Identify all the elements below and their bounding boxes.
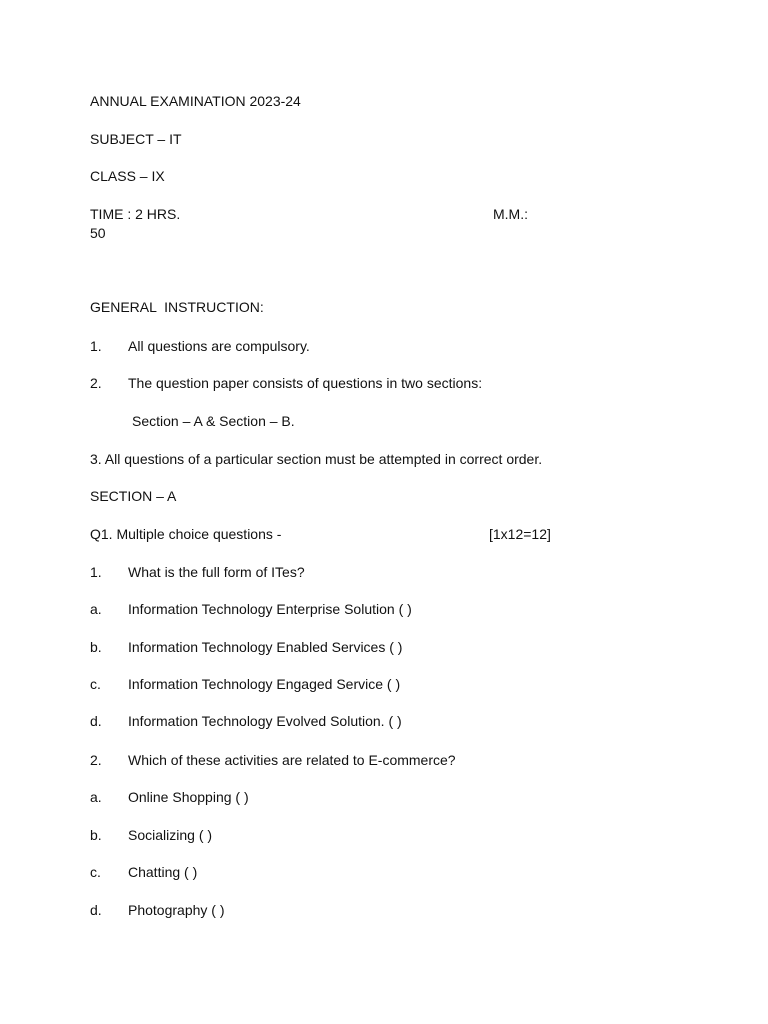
option-text: Photography ( ) bbox=[128, 902, 225, 918]
question-number: 1. bbox=[90, 564, 102, 580]
exam-title: ANNUAL EXAMINATION 2023-24 bbox=[90, 93, 301, 109]
max-marks-value: 50 bbox=[90, 225, 106, 241]
instruction-text: The question paper consists of questions in two sections: bbox=[128, 375, 483, 391]
time-line: TIME : 2 HRS. bbox=[90, 206, 181, 222]
option-letter: b. bbox=[90, 827, 102, 843]
option-letter: a. bbox=[90, 789, 102, 805]
option-text: Online Shopping ( ) bbox=[128, 789, 249, 805]
instruction-number: 2. bbox=[90, 375, 102, 391]
sections-line: Section – A & Section – B. bbox=[132, 413, 295, 429]
instruction-text: All questions are compulsory. bbox=[128, 338, 310, 354]
option-letter: b. bbox=[90, 639, 102, 655]
class-line: CLASS – IX bbox=[90, 168, 165, 184]
question-number: 2. bbox=[90, 752, 102, 768]
option-text: Socializing ( ) bbox=[128, 827, 213, 843]
question-text: What is the full form of ITes? bbox=[128, 564, 305, 580]
option-letter: c. bbox=[90, 864, 101, 880]
instruction-number: 1. bbox=[90, 338, 102, 354]
option-text: Information Technology Engaged Service ( ) bbox=[128, 676, 401, 692]
option-text: Information Technology Enabled Services ( ) bbox=[128, 639, 403, 655]
section-a-heading: SECTION – A bbox=[90, 488, 177, 504]
option-letter: d. bbox=[90, 713, 102, 729]
instruction-3: 3. All questions of a particular section must be attempted in correct order. bbox=[90, 451, 543, 467]
option-letter: d. bbox=[90, 902, 102, 918]
question-text: Which of these activities are related to E-commerce? bbox=[128, 752, 456, 768]
option-letter: a. bbox=[90, 601, 102, 617]
option-text: Information Technology Evolved Solution. ( ) bbox=[128, 713, 402, 729]
subject-line: SUBJECT – IT bbox=[90, 131, 182, 147]
q1-marks: [1x12=12] bbox=[489, 526, 551, 542]
option-letter: c. bbox=[90, 676, 101, 692]
max-marks-label: M.M.: bbox=[493, 206, 528, 222]
option-text: Chatting ( ) bbox=[128, 864, 198, 880]
option-text: Information Technology Enterprise Solution ( ) bbox=[128, 601, 412, 617]
instructions-heading: GENERAL INSTRUCTION: bbox=[90, 299, 264, 315]
q1-label: Q1. Multiple choice questions - bbox=[90, 526, 282, 542]
